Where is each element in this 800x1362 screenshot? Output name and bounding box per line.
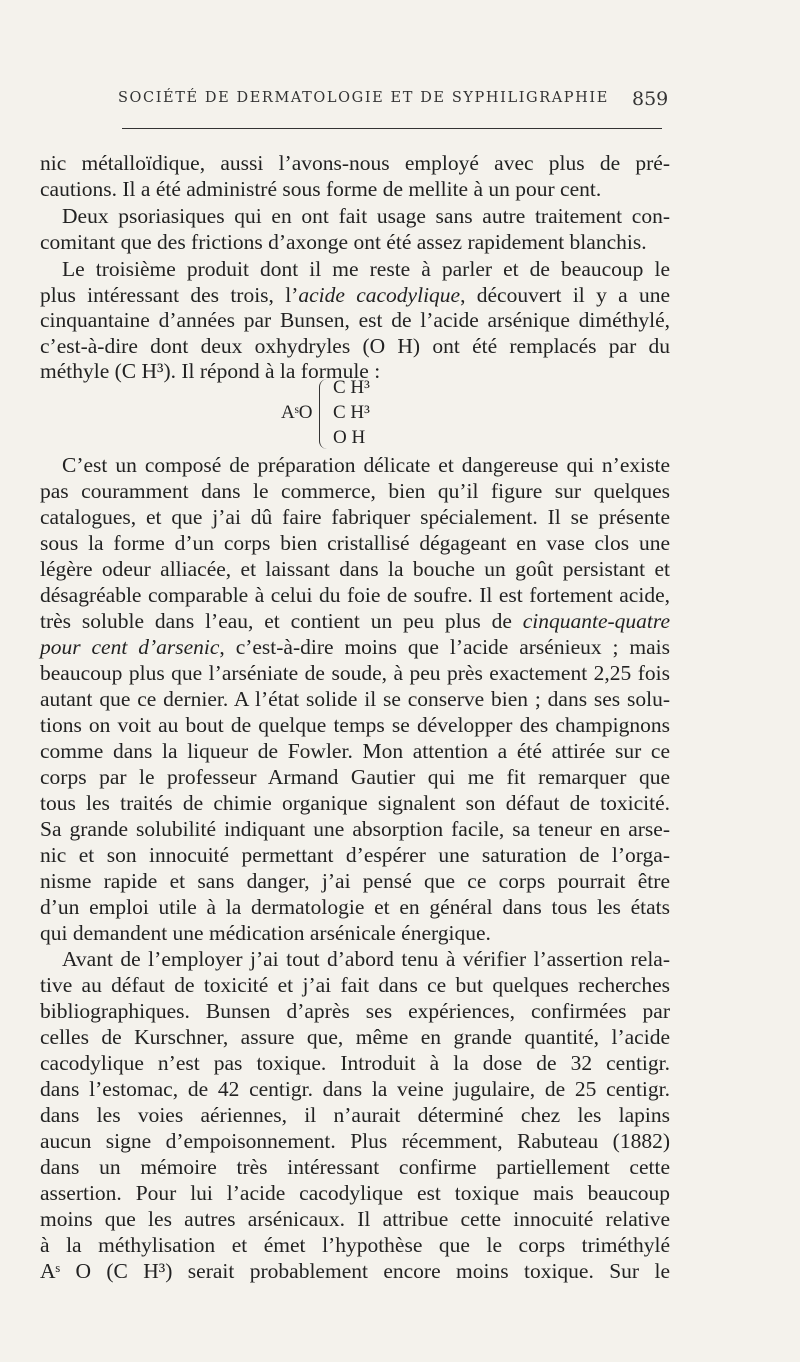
text-line: c’est-à-dire dont deux oxhydryles (O H) ont été remplacés par du xyxy=(40,334,670,358)
text-line: sous la forme d’un corps bien cristallisé dégageant en vase clos une xyxy=(40,531,670,555)
header-rule xyxy=(122,128,662,129)
text-line: nic et son innocuité permettant d’espérer une saturation de l’orga- xyxy=(40,843,670,867)
text-run: très soluble dans l’eau, et contient un peu plus de xyxy=(40,609,523,633)
italic-term: pour cent d’arsenic xyxy=(40,635,220,659)
text-line: catalogues, et que j’ai dû faire fabriquer spécialement. Il se présente xyxy=(40,505,670,529)
text-line: comme dans la liqueur de Fowler. Mon attention a été attirée sur ce xyxy=(40,739,670,763)
text-line xyxy=(40,634,670,660)
formula-row: C H³ xyxy=(333,402,370,423)
page-number: 859 xyxy=(632,88,669,110)
text-line: celles de Kurschner, assure que, même en grande quantité, l’acide xyxy=(40,1025,670,1049)
text-line: Sa grande solubilité indiquant une absorption facile, sa teneur en arse- xyxy=(40,817,670,841)
text-line: Avant de l’employer j’ai tout d’abord tenu à vérifier l’assertion rela- xyxy=(62,947,670,971)
formula-row: O H xyxy=(333,427,366,448)
text-line: nic métalloïdique, aussi l’avons-nous employé avec plus de pré- xyxy=(40,151,670,175)
text-line: cacodylique n’est pas toxique. Introduit à la dose de 32 centigr. xyxy=(40,1051,670,1075)
text-line: dans les voies aériennes, il n’aurait déterminé chez les lapins xyxy=(40,1103,670,1127)
text-line: dans l’estomac, de 42 centigr. dans la veine jugulaire, de 25 centigr. xyxy=(40,1077,670,1101)
text-line: comitant que des frictions d’axonge ont été assez rapidement blanchis. xyxy=(40,230,647,254)
text-run: , découvert il y a une xyxy=(460,283,670,307)
formula-brace xyxy=(319,379,330,449)
text-line: moins que les autres arsénicaux. Il attribue cette innocuité relative xyxy=(40,1207,670,1231)
text-line xyxy=(40,608,670,634)
formula-row: C H³ xyxy=(333,377,370,398)
text-line: cinquantaine d’années par Bunsen, est de l’acide arsénique diméthylé, xyxy=(40,308,670,332)
text-line: corps par le professeur Armand Gautier qui me fit remarquer que xyxy=(40,765,670,789)
italic-term: acide cacodylique xyxy=(298,283,461,307)
formula-center: AˢO xyxy=(281,402,313,423)
text-line: bibliographiques. Bunsen d’après ses expériences, confirmées par xyxy=(40,999,670,1023)
text-line: beaucoup plus que l’arséniate de soude, à peu près exactement 2,25 fois xyxy=(40,661,670,685)
running-head: SOCIÉTÉ DE DERMATOLOGIE ET DE SYPHILIGRAPHIE xyxy=(118,90,609,106)
text-line xyxy=(40,282,670,308)
text-line: Le troisième produit dont il me reste à parler et de beaucoup le xyxy=(62,257,670,281)
text-line: qui demandent une médication arsénicale énergique. xyxy=(40,921,491,945)
italic-term: cinquante-quatre xyxy=(522,609,670,633)
text-line: désagréable comparable à celui du foie de soufre. Il est fortement acide, xyxy=(40,583,670,607)
text-line: tions on voit au bout de quelque temps se développer des champignons xyxy=(40,713,670,737)
text-line: cautions. Il a été administré sous forme de mellite à un pour cent. xyxy=(40,177,602,201)
text-line: d’un emploi utile à la dermatologie et en général dans tous les états xyxy=(40,895,670,919)
text-line: autant que ce dernier. A l’état solide il se conserve bien ; dans ses solu- xyxy=(40,687,670,711)
text-line: Deux psoriasiques qui en ont fait usage sans autre traitement con- xyxy=(62,204,670,228)
text-line: à la méthylisation et émet l’hypothèse que le corps triméthylé xyxy=(40,1233,670,1257)
text-line: légère odeur alliacée, et laissant dans la bouche un goût persistant et xyxy=(40,557,670,581)
text-line: assertion. Pour lui l’acide cacodylique est toxique mais beaucoup xyxy=(40,1181,670,1205)
chemical-formula xyxy=(281,377,421,455)
text-run: , c’est-à-dire moins que l’acide arsénieux ; mais xyxy=(219,635,670,659)
text-line: pas couramment dans le commerce, bien qu’il figure sur quelques xyxy=(40,479,670,503)
text-line: méthyle (C H³). Il répond à la formule : xyxy=(40,359,381,383)
text-line: Aˢ O (C H³) serait probablement encore moins toxique. Sur le xyxy=(40,1259,670,1283)
text-line: dans un mémoire très intéressant confirme partiellement cette xyxy=(40,1155,670,1179)
text-line: nisme rapide et sans danger, j’ai pensé que ce corps pourrait être xyxy=(40,869,670,893)
text-line: tous les traités de chimie organique signalent son défaut de toxicité. xyxy=(40,791,670,815)
text-line: tive au défaut de toxicité et j’ai fait dans ce but quelques recherches xyxy=(40,973,670,997)
text-line: C’est un composé de préparation délicate et dangereuse qui n’existe xyxy=(62,453,670,477)
text-run: plus intéressant des trois, l’ xyxy=(40,283,299,307)
text-line: aucun signe d’empoisonnement. Plus récemment, Rabuteau (1882) xyxy=(40,1129,670,1153)
